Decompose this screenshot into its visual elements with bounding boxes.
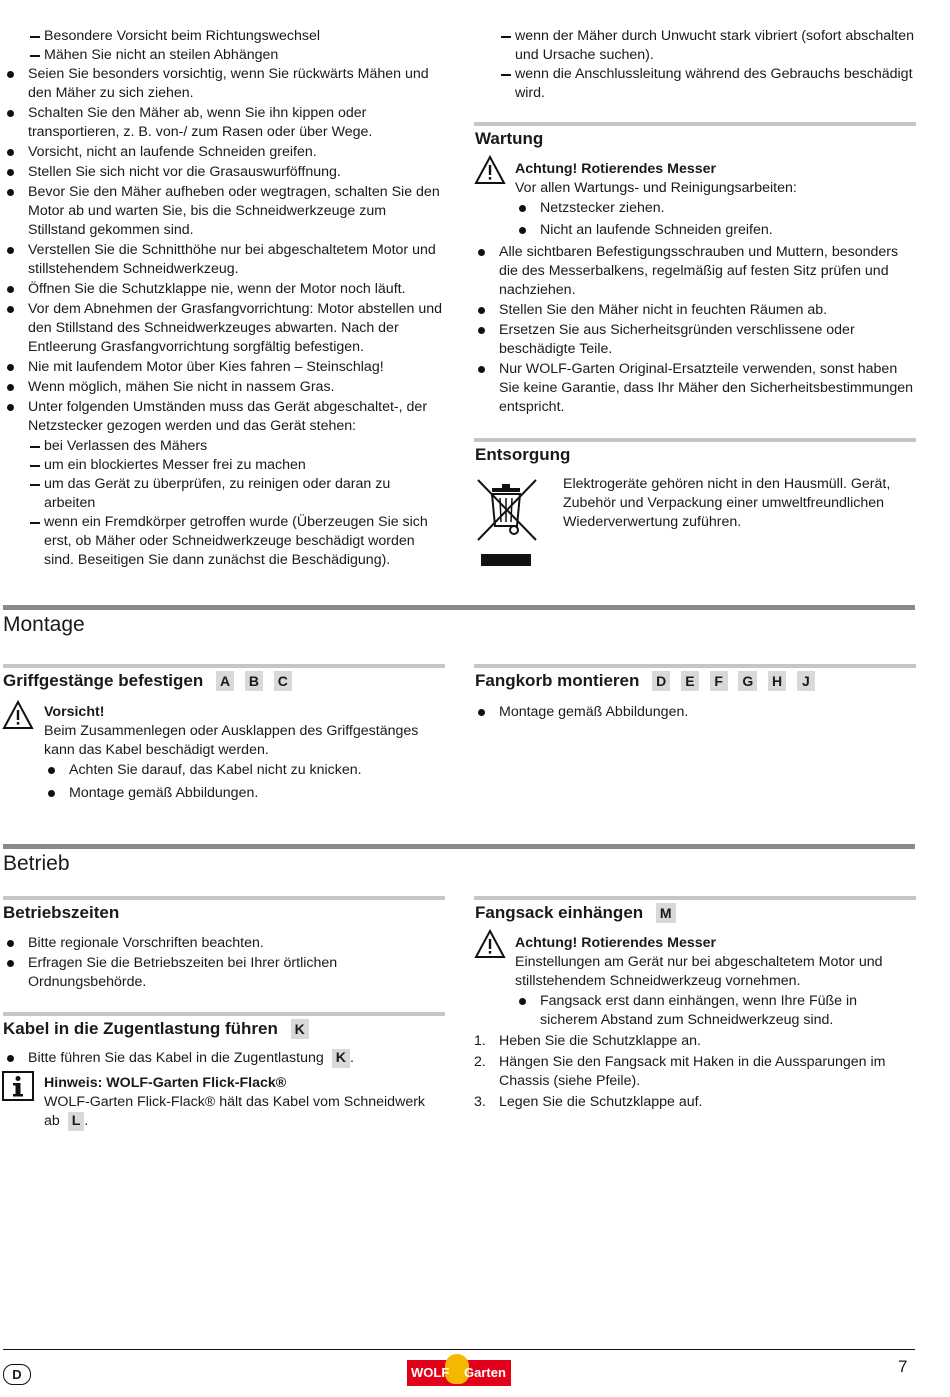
list-item: Vorsicht, nicht an laufende Schneiden greifen. bbox=[3, 143, 445, 162]
list-item: Bevor Sie den Mäher aufheben oder wegtragen, schalten Sie den Motor ab und warten Sie, bis die Schneidwerkzeuge zum Stillstand gekommen sind. bbox=[3, 183, 445, 240]
language-badge bbox=[3, 1364, 31, 1385]
section-rule-main bbox=[3, 844, 915, 849]
dash-list-item: bei Verlassen des Mähers bbox=[3, 437, 445, 456]
fangsack-title: Fangsack einhängen bbox=[475, 903, 644, 922]
dash-list-item: wenn ein Fremdkörper getroffen wurde (Überzeugen Sie sich erst, ob Mäher oder Schneidwerkzeuge beschädigt worden sind. Beseitigen Sie dann zunächst die Beschädigung). bbox=[3, 513, 445, 570]
list-item: Wenn möglich, mähen Sie nicht in nassem Gras. bbox=[3, 378, 445, 397]
list-item: Vor dem Abnehmen der Grasfangvorrichtung: Motor abstellen und den Stillstand des Schneidwerkzeuges abwarten. Nach der Entleerung Grasfangvorrichtung sorgfältig befestigen. bbox=[3, 300, 445, 357]
figure-ref-tag: J bbox=[797, 671, 815, 691]
step-item bbox=[474, 1093, 916, 1112]
dash-list-item: Mähen Sie nicht an steilen Abhängen bbox=[3, 46, 445, 65]
warning-list bbox=[515, 199, 915, 240]
entsorgung-heading: Entsorgung bbox=[475, 445, 571, 464]
fangkorb-heading bbox=[475, 670, 815, 692]
betriebszeiten-list bbox=[3, 934, 445, 993]
betrieb-heading: Betrieb bbox=[3, 852, 70, 875]
step-number: 1. bbox=[474, 1033, 486, 1049]
warning-title: Vorsicht! bbox=[44, 704, 105, 720]
betriebszeiten-heading: Betriebszeiten bbox=[3, 903, 120, 922]
warning-list bbox=[515, 992, 915, 1030]
flick-flack-note bbox=[44, 1074, 444, 1131]
page-number: 7 bbox=[898, 1357, 908, 1376]
figure-ref-tag: B bbox=[245, 671, 263, 691]
dash-list-item: wenn der Mäher durch Unwucht stark vibriert (sofort abschalten und Ursache suchen). bbox=[474, 27, 916, 65]
list-item: Nur WOLF-Garten Original-Ersatzteile verwenden, sonst haben Sie keine Garantie, dass Ihr Mäher den Sicherheitsbestimmungen entspricht. bbox=[474, 360, 916, 417]
figure-ref-tag: F bbox=[710, 671, 728, 691]
list-item: Ersetzen Sie aus Sicherheitsgründen verschlissene oder beschädigte Teile. bbox=[474, 321, 916, 359]
safety-instructions bbox=[3, 27, 445, 570]
section-rule bbox=[3, 1012, 445, 1016]
warning-text: Einstellungen am Gerät nur bei abgeschaltetem Motor und stillstehendem Schneidwerkzeug vornehmen. bbox=[515, 954, 883, 989]
figure-ref-tag: A bbox=[216, 671, 234, 691]
kabel-item-end: . bbox=[349, 1050, 354, 1066]
section-rule bbox=[474, 664, 916, 668]
logo-text-right: Garten bbox=[464, 1365, 506, 1380]
list-item: Stellen Sie den Mäher nicht in feuchten Räumen ab. bbox=[474, 301, 916, 320]
figure-ref-tag: H bbox=[768, 671, 786, 691]
warning-title: Achtung! Rotierendes Messer bbox=[515, 935, 717, 951]
warning-list bbox=[44, 761, 444, 803]
logo-text-left: WOLF bbox=[411, 1365, 450, 1380]
section-rule bbox=[474, 896, 916, 900]
dash-list-item: Besondere Vorsicht beim Richtungswechsel bbox=[3, 27, 445, 46]
entsorgung-text: Elektrogeräte gehören nicht in den Hausmüll. Gerät, Zubehör und Verpackung einer umweltfreundlichen Wiederverwertung zuführen. bbox=[563, 476, 891, 530]
figure-ref-tag: E bbox=[681, 671, 699, 691]
wartung-warning bbox=[515, 160, 915, 241]
warning-text: Vor allen Wartungs- und Reinigungsarbeiten: bbox=[515, 180, 797, 196]
figure-ref-tag: K bbox=[291, 1019, 309, 1039]
list-item: Bitte regionale Vorschriften beachten. bbox=[3, 934, 445, 953]
griff-warning bbox=[44, 703, 444, 804]
footer-rule bbox=[3, 1349, 915, 1350]
figure-ref-tag: D bbox=[652, 671, 670, 691]
warning-icon bbox=[2, 700, 34, 730]
crossed-bin-icon bbox=[474, 478, 540, 570]
warning-text: Beim Zusammenlegen oder Ausklappen des Griffgestänges kann das Kabel beschädigt werden. bbox=[44, 723, 419, 758]
list-item bbox=[3, 1049, 445, 1068]
list-item: Seien Sie besonders vorsichtig, wenn Sie rückwärts Mähen und den Mäher zu sich ziehen. bbox=[3, 65, 445, 103]
note-body: WOLF-Garten Flick-Flack® hält das Kabel vom Schneidwerk ab bbox=[44, 1094, 426, 1129]
list-item: Unter folgenden Umständen muss das Gerät abgeschaltet-, der Netzstecker gezogen werden und das Gerät stehen: bbox=[3, 398, 445, 436]
wartung-heading: Wartung bbox=[475, 129, 544, 148]
safety-instructions-continued bbox=[474, 27, 916, 103]
note-title: Hinweis: WOLF-Garten Flick-Flack® bbox=[44, 1075, 287, 1091]
fangkorb-list bbox=[474, 703, 916, 723]
warning-icon bbox=[474, 155, 506, 185]
dash-list-item: um ein blockiertes Messer frei zu machen bbox=[3, 456, 445, 475]
griff-heading bbox=[3, 670, 292, 692]
section-rule bbox=[3, 896, 445, 900]
list-item: Montage gemäß Abbildungen. bbox=[474, 703, 916, 722]
wartung-list bbox=[474, 243, 916, 418]
montage-heading: Montage bbox=[3, 613, 85, 636]
kabel-title: Kabel in die Zugentlastung führen bbox=[3, 1019, 278, 1038]
fangsack-warning bbox=[515, 934, 915, 1031]
list-item: Nie mit laufendem Motor über Kies fahren – Steinschlag! bbox=[3, 358, 445, 377]
section-rule bbox=[474, 122, 916, 126]
kabel-list bbox=[3, 1049, 445, 1069]
language-code: D bbox=[12, 1367, 22, 1382]
note-text bbox=[44, 1093, 444, 1131]
step-number: 3. bbox=[474, 1094, 486, 1110]
kabel-item-text: Bitte führen Sie das Kabel in die Zugentlastung bbox=[28, 1050, 324, 1066]
step-number: 2. bbox=[474, 1054, 486, 1070]
griff-title: Griffgestänge befestigen bbox=[3, 671, 204, 690]
warning-icon bbox=[474, 929, 506, 959]
dash-list-item: um das Gerät zu überprüfen, zu reinigen oder daran zu arbeiten bbox=[3, 475, 445, 513]
list-item: Alle sichtbaren Befestigungsschrauben und Muttern, besonders die des Messerbalkens, regelmäßig auf festen Sitz prüfen und nachziehen. bbox=[474, 243, 916, 300]
list-item: Nicht an laufende Schneiden greifen. bbox=[515, 221, 915, 240]
fangsack-steps bbox=[474, 1032, 916, 1114]
list-item: Schalten Sie den Mäher ab, wenn Sie ihn kippen oder transportieren, z. B. von-/ zum Rasen oder über Wege. bbox=[3, 104, 445, 142]
figure-ref-tag: L bbox=[68, 1112, 85, 1131]
warning-title: Achtung! Rotierendes Messer bbox=[515, 161, 717, 177]
list-item: Fangsack erst dann einhängen, wenn Ihre Füße in sicherem Abstand zum Schneidwerkzeug sind. bbox=[515, 992, 915, 1030]
info-icon bbox=[2, 1071, 34, 1101]
note-end: . bbox=[84, 1113, 89, 1129]
step-item bbox=[474, 1053, 916, 1091]
fangkorb-title: Fangkorb montieren bbox=[475, 671, 640, 690]
step-text: Heben Sie die Schutzklappe an. bbox=[499, 1033, 701, 1049]
list-item: Stellen Sie sich nicht vor die Grasauswurföffnung. bbox=[3, 163, 445, 182]
list-item: Erfragen Sie die Betriebszeiten bei Ihrer örtlichen Ordnungsbehörde. bbox=[3, 954, 445, 992]
step-item bbox=[474, 1032, 916, 1051]
fangsack-heading bbox=[475, 902, 676, 924]
figure-ref-tag: C bbox=[274, 671, 292, 691]
section-rule bbox=[474, 438, 916, 442]
section-rule-main bbox=[3, 605, 915, 610]
figure-ref-tag: M bbox=[656, 903, 676, 923]
figure-ref-tag: K bbox=[332, 1049, 350, 1068]
list-item: Netzstecker ziehen. bbox=[515, 199, 915, 218]
list-item: Öffnen Sie die Schutzklappe nie, wenn der Motor noch läuft. bbox=[3, 280, 445, 299]
section-rule bbox=[3, 664, 445, 668]
step-text: Legen Sie die Schutzklappe auf. bbox=[499, 1094, 703, 1110]
figure-ref-tag: G bbox=[738, 671, 757, 691]
dash-list-item: wenn die Anschlussleitung während des Gebrauchs beschädigt wird. bbox=[474, 65, 916, 103]
list-item: Verstellen Sie die Schnitthöhe nur bei abgeschaltetem Motor und stillstehendem Schneidwerkzeug. bbox=[3, 241, 445, 279]
list-item: Montage gemäß Abbildungen. bbox=[44, 784, 444, 803]
kabel-heading bbox=[3, 1018, 309, 1040]
wolf-garten-logo bbox=[407, 1360, 511, 1386]
safety-list-left bbox=[3, 27, 445, 570]
safety-list-right bbox=[474, 27, 916, 103]
step-text: Hängen Sie den Fangsack mit Haken in die Aussparungen im Chassis (siehe Pfeile). bbox=[499, 1054, 886, 1089]
list-item: Achten Sie darauf, das Kabel nicht zu knicken. bbox=[44, 761, 444, 780]
